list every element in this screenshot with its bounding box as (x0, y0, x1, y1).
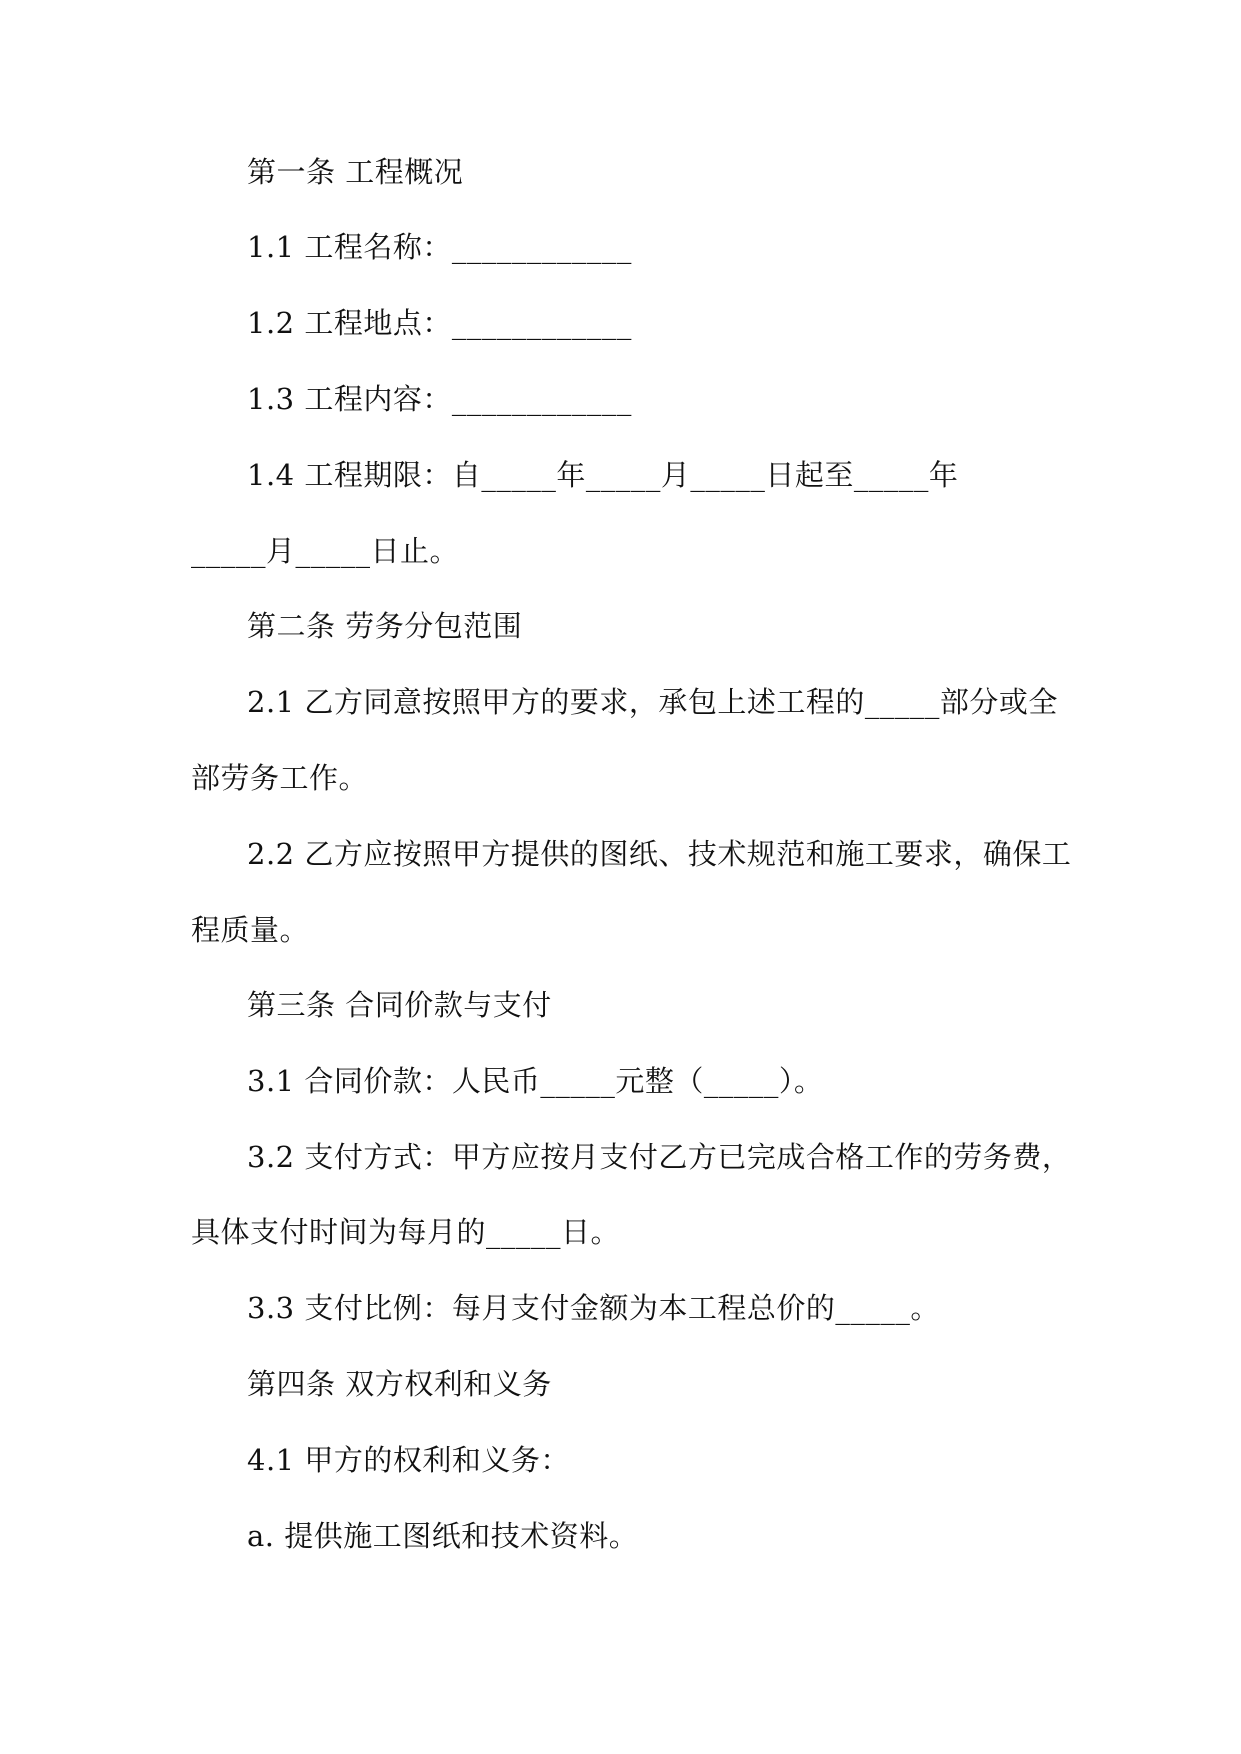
article-2-heading: 第二条 劳务分包范围 (247, 609, 523, 643)
clause-3-1: 3.1 合同价款：人民币_____元整（_____）。 (247, 1064, 824, 1098)
clause-1-2: 1.2 工程地点：____________ (247, 306, 632, 340)
clause-1-3: 1.3 工程内容：____________ (247, 382, 632, 416)
clause-4-1: 4.1 甲方的权利和义务： (247, 1443, 570, 1477)
clause-1-4-continued: _____月_____日止。 (191, 534, 460, 568)
article-1-heading: 第一条 工程概况 (247, 155, 464, 189)
clause-3-2: 3.2 支付方式：甲方应按月支付乙方已完成合格工作的劳务费， (247, 1140, 1072, 1174)
article-4-heading: 第四条 双方权利和义务 (247, 1367, 552, 1401)
clause-2-1-continued: 部劳务工作。 (191, 761, 369, 795)
clause-2-2: 2.2 乙方应按照甲方提供的图纸、技术规范和施工要求，确保工 (247, 837, 1072, 871)
clause-3-3: 3.3 支付比例：每月支付金额为本工程总价的_____。 (247, 1291, 940, 1325)
clause-4-1-a: a. 提供施工图纸和技术资料。 (247, 1519, 639, 1553)
article-3-heading: 第三条 合同价款与支付 (247, 988, 552, 1022)
clause-1-1: 1.1 工程名称：____________ (247, 230, 632, 264)
clause-2-2-continued: 程质量。 (191, 913, 310, 947)
clause-2-1: 2.1 乙方同意按照甲方的要求，承包上述工程的_____部分或全 (247, 685, 1058, 719)
clause-1-4: 1.4 工程期限：自_____年_____月_____日起至_____年 (247, 458, 959, 492)
clause-3-2-continued: 具体支付时间为每月的_____日。 (191, 1215, 621, 1249)
